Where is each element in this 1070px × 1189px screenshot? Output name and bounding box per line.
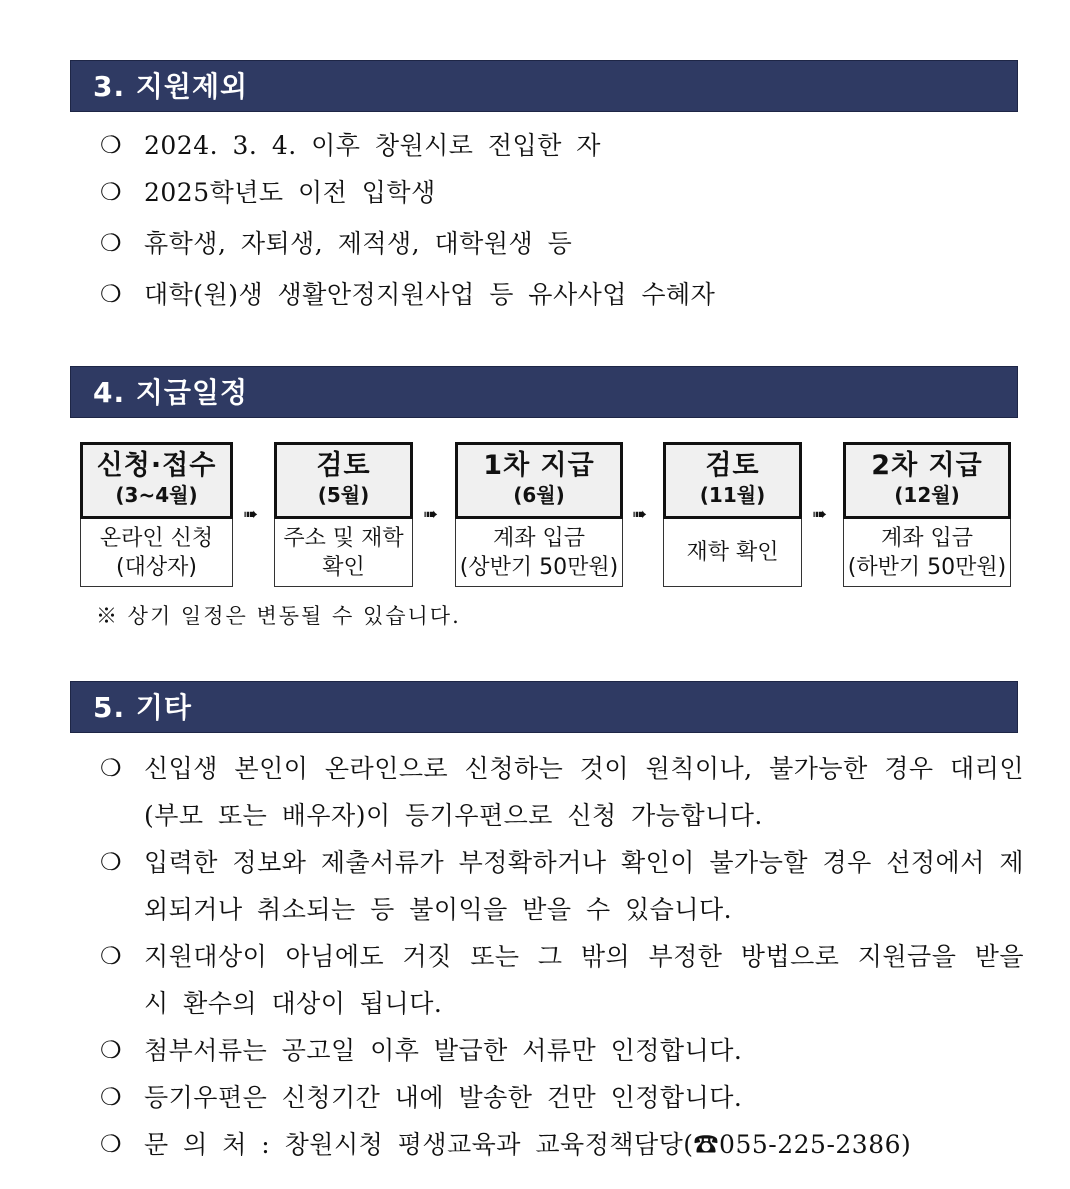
step-title: 2차 지급: [871, 450, 983, 481]
list-item: [100, 1121, 1024, 1168]
arrow-right-icon: ➠: [423, 504, 439, 525]
step-description: 온라인 신청 (대상자): [80, 519, 233, 587]
list-item: ❍ 2025학년도 이전 입학생: [100, 169, 1024, 216]
list-item: ❍ 입력한 정보와 제출서류가 부정확하거나 확인이 불가능할 경우 선정에서 제외되거나 취소되는 등 불이익을 받을 수 있습니다.: [100, 839, 1024, 933]
list-item: ❍ 지원대상이 아님에도 거짓 또는 그 밖의 부정한 방법으로 지원금을 받을 시 환수의 대상이 됩니다.: [100, 933, 1024, 1027]
list-item: ❍ 휴학생, 자퇴생, 제적생, 대학원생 등: [100, 220, 1024, 267]
step-period: (3~4월): [115, 483, 198, 507]
bullet-icon: ❍: [100, 942, 123, 970]
section-5-list: [100, 745, 1024, 1168]
bullet-icon: ❍: [100, 1083, 123, 1111]
step-period: (12월): [894, 483, 960, 507]
flow-step-payment-2: [843, 442, 1011, 587]
list-item: ❍ 신입생 본인이 온라인으로 신청하는 것이 원칙이나, 불가능한 경우 대리인(부모 또는 배우자)이 등기우편으로 신청 가능합니다.: [100, 745, 1024, 839]
list-item: ❍ 첨부서류는 공고일 이후 발급한 서류만 인정합니다.: [100, 1027, 1024, 1074]
bullet-icon: ❍: [100, 1036, 123, 1064]
step-description: 계좌 입금 (상반기 50만원): [455, 519, 623, 587]
contact-info: 문 의 처 : 창원시청 평생교육과 교육정책담당(☎055-225-2386): [144, 1130, 912, 1159]
arrow-right-icon: ➠: [243, 504, 259, 525]
bullet-icon: ❍: [100, 754, 123, 782]
bullet-icon: ❍: [100, 229, 123, 257]
step-description: 주소 및 재학 확인: [274, 519, 413, 587]
step-title: 1차 지급: [483, 450, 595, 481]
step-title: 신청·접수: [96, 450, 217, 481]
schedule-note: ※ 상기 일정은 변동될 수 있습니다.: [96, 604, 461, 628]
section-3-list: [100, 122, 1024, 318]
flow-step-payment-1: [455, 442, 623, 587]
bullet-icon: ❍: [100, 280, 123, 308]
flow-step-review-2: [663, 442, 802, 587]
section-5-header: 5. 기타: [70, 681, 1018, 733]
list-item: ❍ 2024. 3. 4. 이후 창원시로 전입한 자: [100, 122, 1024, 169]
section-4-header: 4. 지급일정: [70, 366, 1018, 418]
step-description: 재학 확인: [663, 519, 802, 587]
arrow-right-icon: ➠: [812, 504, 828, 525]
step-title: 검토: [316, 450, 371, 481]
step-title: 검토: [705, 450, 760, 481]
list-item: ❍ 등기우편은 신청기간 내에 발송한 건만 인정합니다.: [100, 1074, 1024, 1121]
bullet-icon: ❍: [100, 178, 123, 206]
flow-step-application: [80, 442, 233, 587]
section-3-header: 3. 지원제외: [70, 60, 1018, 112]
step-period: (11월): [699, 483, 766, 507]
arrow-right-icon: ➠: [632, 504, 648, 525]
list-item: ❍ 대학(원)생 생활안정지원사업 등 유사사업 수혜자: [100, 271, 1024, 318]
step-period: (6월): [513, 483, 565, 507]
step-description: 계좌 입금 (하반기 50만원): [843, 519, 1011, 587]
step-period: (5월): [317, 483, 370, 507]
flow-step-review-1: [274, 442, 413, 587]
bullet-icon: ❍: [100, 131, 123, 159]
bullet-icon: ❍: [100, 848, 123, 876]
bullet-icon: ❍: [100, 1130, 123, 1158]
